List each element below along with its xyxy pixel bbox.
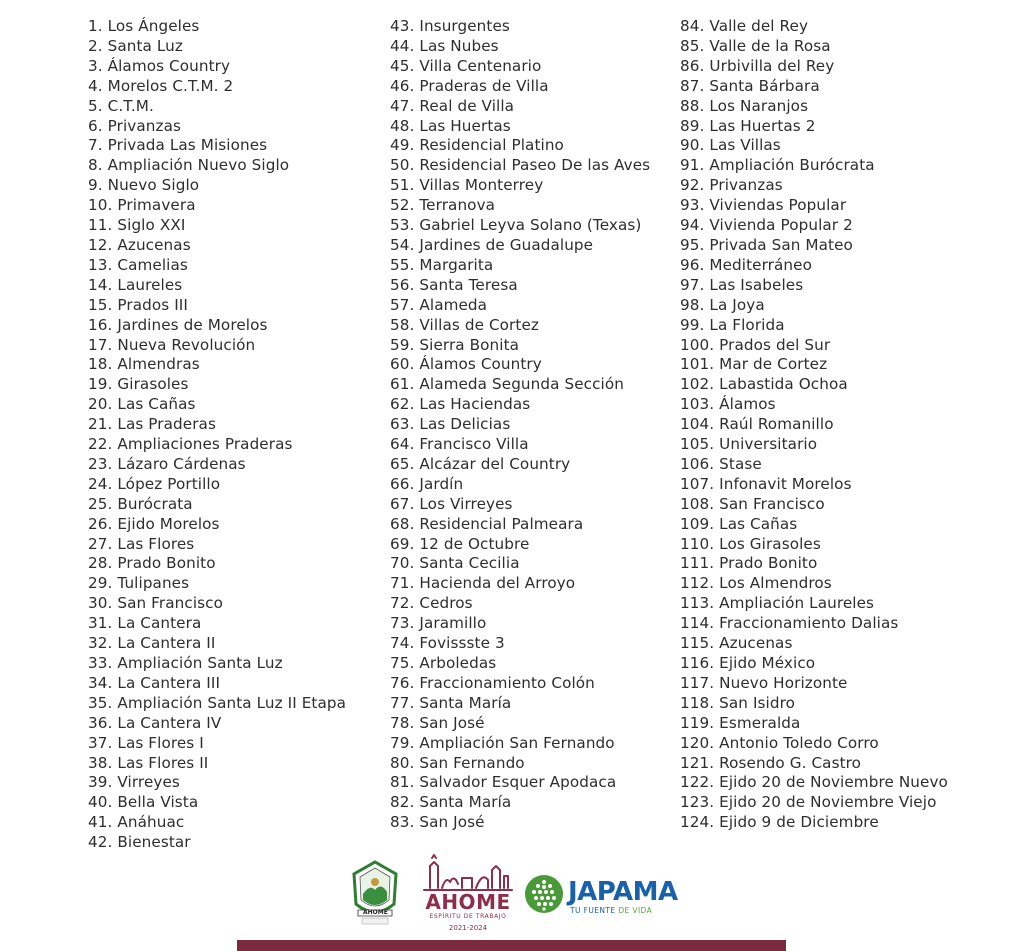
neighborhood-item: 102. Labastida Ochoa [680,375,848,394]
neighborhood-item: 13. Camelias [88,255,188,274]
ahome-wordmark: AHOME [425,890,511,914]
neighborhood-item: 77. Santa María [390,693,512,712]
neighborhood-item: 124. Ejido 9 de Diciembre [680,813,879,832]
neighborhood-item: 36. La Cantera IV [88,713,222,732]
neighborhood-item: 98. La Joya [680,295,765,314]
neighborhood-item: 45. Villa Centenario [390,56,542,75]
neighborhood-item: 83. San José [390,813,485,832]
neighborhood-item: 108. San Francisco [680,494,825,513]
neighborhood-item: 56. Santa Teresa [390,275,518,294]
neighborhood-item: 103. Álamos [680,395,776,414]
neighborhood-item: 57. Alameda [390,295,488,314]
neighborhood-item: 79. Ampliación San Fernando [390,733,615,752]
neighborhood-item: 3. Álamos Country [88,56,231,75]
neighborhood-item: 21. Las Praderas [88,415,216,434]
neighborhood-item: 122. Ejido 20 de Noviembre Nuevo [680,773,948,792]
neighborhood-item: 86. Urbivilla del Rey [680,56,835,75]
neighborhood-item: 97. Las Isabeles [680,275,804,294]
neighborhood-item: 17. Nueva Revolución [88,335,256,354]
neighborhood-item: 117. Nuevo Horizonte [680,673,848,692]
neighborhood-item: 73. Jaramillo [390,614,487,633]
neighborhood-item: 62. Las Haciendas [390,395,531,414]
neighborhood-item: 89. Las Huertas 2 [680,116,816,135]
neighborhood-item: 70. Santa Cecilia [390,554,520,573]
neighborhood-item: 84. Valle del Rey [680,17,809,35]
neighborhood-item: 106. Stase [680,454,762,473]
neighborhood-item: 42. Bienestar [88,833,191,852]
neighborhood-item: 43. Insurgentes [390,17,510,35]
japama-dots-icon [524,874,564,914]
neighborhood-item: 94. Vivienda Popular 2 [680,216,853,235]
neighborhood-item: 49. Residencial Platino [390,136,564,155]
neighborhood-item: 41. Anáhuac [88,813,185,832]
neighborhood-item: 10. Primavera [88,196,196,215]
neighborhood-item: 26. Ejido Morelos [88,514,220,533]
neighborhood-item: 90. Las Villas [680,136,781,155]
neighborhood-item: 47. Real de Villa [390,96,515,115]
neighborhood-item: 54. Jardines de Guadalupe [390,235,594,254]
ahome-logo [420,852,516,936]
neighborhood-item: 121. Rosendo G. Castro [680,753,862,772]
neighborhood-item: 96. Mediterráneo [680,255,812,274]
logo-strip [0,850,1022,940]
neighborhood-item: 95. Privada San Mateo [680,235,853,254]
neighborhood-item: 69. 12 de Octubre [390,534,530,553]
neighborhood-item: 72. Cedros [390,594,473,613]
neighborhood-item: 64. Francisco Villa [390,435,529,454]
neighborhood-item: 58. Villas de Cortez [390,315,539,334]
ahome-slogan: ESPÍRITU DE TRABAJO [429,913,507,920]
neighborhood-item: 9. Nuevo Siglo [88,176,200,195]
japama-logo [524,874,680,920]
neighborhood-item: 120. Antonio Toledo Corro [680,733,879,752]
japama-tagline-part-2: DE VIDA [618,906,653,915]
neighborhood-item: 18. Almendras [88,355,200,374]
neighborhood-item: 8. Ampliación Nuevo Siglo [88,156,290,175]
neighborhood-item: 59. Sierra Bonita [390,335,520,354]
bottom-accent-bar [237,940,786,951]
neighborhood-item: 27. Las Flores [88,534,195,553]
neighborhood-item: 68. Residencial Palmeara [390,514,584,533]
neighborhood-item: 35. Ampliación Santa Luz II Etapa [88,693,347,712]
neighborhood-item: 24. López Portillo [88,474,221,493]
neighborhood-item: 6. Privanzas [88,116,181,135]
japama-wordmark: JAPAMA [568,877,678,907]
neighborhood-item: 7. Privada Las Misiones [88,136,268,155]
neighborhood-item: 5. C.T.M. [88,96,154,115]
municipal-crest-icon [352,860,398,926]
neighborhood-item: 37. Las Flores I [88,733,204,752]
neighborhood-item: 67. Los Virreyes [390,494,513,513]
neighborhood-item: 81. Salvador Esquer Apodaca [390,773,617,792]
neighborhood-item: 109. Las Cañas [680,514,798,533]
neighborhood-item: 53. Gabriel Leyva Solano (Texas) [390,216,642,235]
neighborhood-item: 75. Arboledas [390,654,497,672]
neighborhood-item: 2. Santa Luz [88,36,183,55]
neighborhood-item: 105. Universitario [680,435,818,454]
neighborhood-item: 111. Prado Bonito [680,554,818,573]
neighborhood-item: 51. Villas Monterrey [390,176,544,195]
neighborhood-item: 100. Prados del Sur [680,335,831,354]
neighborhood-item: 61. Alameda Segunda Sección [390,375,624,394]
crest-label: AHOME [363,909,388,916]
neighborhood-item: 32. La Cantera II [88,634,216,653]
neighborhood-item: 66. Jardín [390,474,464,493]
neighborhood-item: 91. Ampliación Burócrata [680,156,875,175]
neighborhood-item: 60. Álamos Country [390,355,542,374]
neighborhood-item: 93. Viviendas Popular [680,196,847,215]
neighborhood-item: 115. Azucenas [680,634,793,653]
neighborhood-item: 52. Terranova [390,196,496,215]
neighborhood-item: 20. Las Cañas [88,395,196,414]
neighborhood-item: 30. San Francisco [88,594,224,613]
neighborhood-item: 11. Siglo XXI [88,216,186,235]
neighborhood-item: 50. Residencial Paseo De las Aves [390,156,651,175]
neighborhood-item: 40. Bella Vista [88,793,199,812]
neighborhood-item: 114. Fraccionamiento Dalias [680,614,899,633]
neighborhood-item: 15. Prados III [88,295,188,314]
ahome-skyline-icon [420,852,516,892]
neighborhood-item: 87. Santa Bárbara [680,76,820,95]
neighborhood-item: 110. Los Girasoles [680,534,821,553]
neighborhood-item: 38. Las Flores II [88,753,209,772]
neighborhood-item: 1. Los Ángeles [88,17,200,35]
neighborhood-item: 14. Laureles [88,275,183,294]
neighborhood-item: 31. La Cantera [88,614,202,633]
neighborhood-item: 82. Santa María [390,793,512,812]
neighborhood-item: 112. Los Almendros [680,574,832,593]
neighborhood-item: 29. Tulipanes [88,574,190,593]
neighborhood-item: 104. Raúl Romanillo [680,415,834,434]
neighborhood-item: 44. Las Nubes [390,36,499,55]
japama-tagline [570,906,652,915]
neighborhood-item: 107. Infonavit Morelos [680,474,852,493]
neighborhood-item: 48. Las Huertas [390,116,511,135]
neighborhood-item: 78. San José [390,713,485,732]
neighborhood-item: 101. Mar de Cortez [680,355,828,374]
neighborhood-item: 76. Fraccionamiento Colón [390,673,595,692]
municipal-crest-logo [352,860,398,926]
neighborhood-item: 55. Margarita [390,255,494,274]
neighborhood-item: 88. Los Naranjos [680,96,809,115]
neighborhood-item: 123. Ejido 20 de Noviembre Viejo [680,793,937,812]
japama-tagline-part-1: TU FUENTE [570,906,619,915]
neighborhood-item: 99. La Florida [680,315,785,334]
neighborhood-item: 71. Hacienda del Arroyo [390,574,576,593]
neighborhood-item: 12. Azucenas [88,235,191,254]
neighborhood-item: 25. Burócrata [88,494,193,513]
neighborhood-item: 113. Ampliación Laureles [680,594,875,613]
neighborhood-list-column-1 [88,17,346,853]
neighborhood-item: 92. Privanzas [680,176,783,195]
neighborhood-list-column-2 [390,17,650,833]
neighborhood-item: 63. Las Delicias [390,415,511,434]
neighborhood-item: 119. Esmeralda [680,713,801,732]
neighborhood-item: 65. Alcázar del Country [390,454,571,473]
neighborhood-item: 22. Ampliaciones Praderas [88,435,293,454]
ahome-years: 2021-2024 [448,924,488,932]
neighborhood-item: 23. Lázaro Cárdenas [88,454,246,473]
neighborhood-item: 116. Ejido México [680,654,816,672]
neighborhood-item: 16. Jardines de Morelos [88,315,268,334]
neighborhood-item: 4. Morelos C.T.M. 2 [88,76,234,95]
neighborhood-item: 33. Ampliación Santa Luz [88,654,283,672]
neighborhood-item: 34. La Cantera III [88,673,221,692]
neighborhood-item: 85. Valle de la Rosa [680,36,831,55]
neighborhood-item: 28. Prado Bonito [88,554,216,573]
neighborhood-item: 80. San Fernando [390,753,525,772]
neighborhood-item: 19. Girasoles [88,375,189,394]
neighborhood-item: 39. Virreyes [88,773,180,792]
neighborhood-list-column-3 [680,17,948,833]
neighborhood-item: 46. Praderas de Villa [390,76,549,95]
neighborhood-item: 74. Fovissste 3 [390,634,505,653]
neighborhood-item: 118. San Isidro [680,693,795,712]
